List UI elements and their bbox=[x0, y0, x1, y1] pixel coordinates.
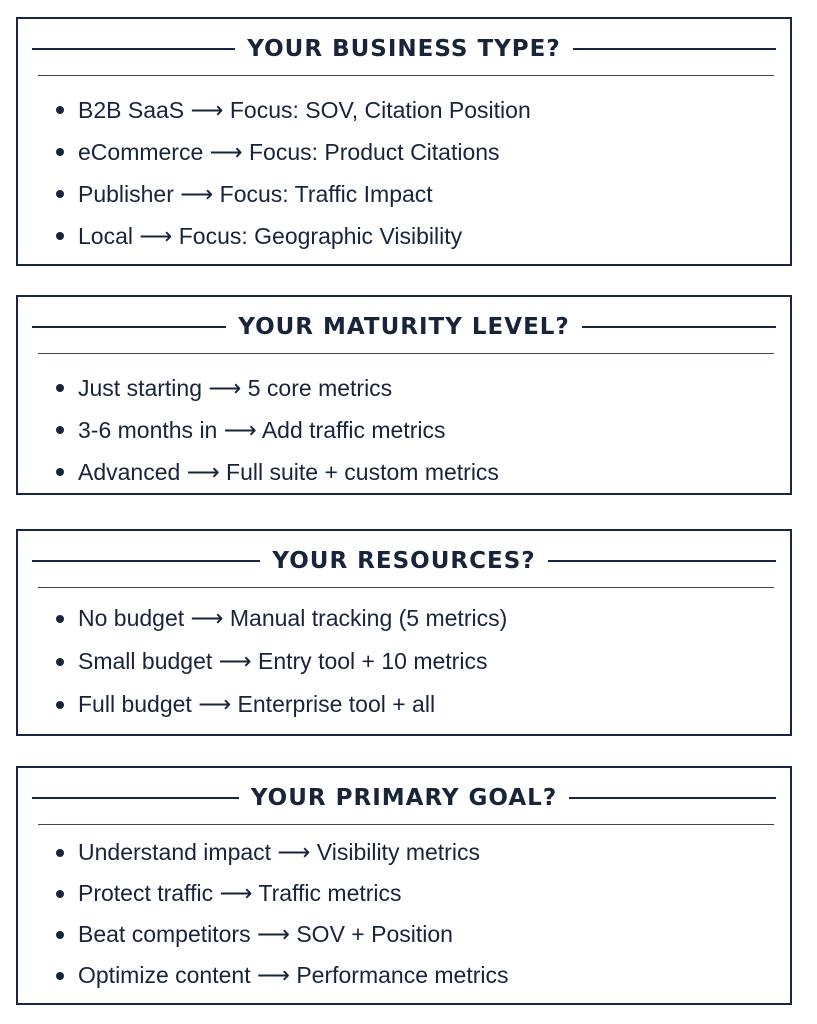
panel-header bbox=[32, 29, 776, 69]
panel-header bbox=[32, 778, 776, 818]
header-underline bbox=[38, 824, 774, 825]
list-item bbox=[56, 89, 770, 131]
bullet-icon bbox=[56, 190, 64, 198]
business-type-panel bbox=[16, 17, 792, 266]
item-text: No budget ⟶ Manual tracking (5 metrics) bbox=[78, 605, 508, 631]
list-item bbox=[56, 873, 770, 914]
bullet-icon bbox=[56, 232, 64, 240]
header-rule-right bbox=[573, 48, 776, 50]
bullet-icon bbox=[56, 384, 64, 392]
item-list bbox=[56, 367, 770, 493]
item-text: Optimize content ⟶ Performance metrics bbox=[78, 962, 509, 988]
list-item bbox=[56, 597, 770, 640]
list-item bbox=[56, 367, 770, 409]
panel-title: YOUR RESOURCES? bbox=[272, 548, 536, 574]
panel-title: YOUR MATURITY LEVEL? bbox=[238, 314, 570, 340]
header-rule-left bbox=[32, 326, 226, 328]
bullet-icon bbox=[56, 148, 64, 156]
list-item bbox=[56, 955, 770, 996]
bullet-icon bbox=[56, 972, 64, 980]
item-text: eCommerce ⟶ Focus: Product Citations bbox=[78, 138, 500, 165]
item-text: Small budget ⟶ Entry tool + 10 metrics bbox=[78, 648, 488, 674]
panel-header bbox=[32, 307, 776, 347]
item-list bbox=[56, 832, 770, 996]
item-text: Just starting ⟶ 5 core metrics bbox=[78, 374, 393, 401]
list-item bbox=[56, 640, 770, 683]
list-item bbox=[56, 683, 770, 726]
item-text: 3-6 months in ⟶ Add traffic metrics bbox=[78, 416, 446, 443]
primary-goal-panel bbox=[16, 766, 792, 1005]
item-text: Full budget ⟶ Enterprise tool + all bbox=[78, 691, 436, 717]
item-text: Understand impact ⟶ Visibility metrics bbox=[78, 839, 480, 865]
header-rule-left bbox=[32, 48, 235, 50]
bullet-icon bbox=[56, 658, 64, 666]
bullet-icon bbox=[56, 890, 64, 898]
item-text: Local ⟶ Focus: Geographic Visibility bbox=[78, 222, 463, 249]
header-underline bbox=[38, 587, 774, 588]
item-text: B2B SaaS ⟶ Focus: SOV, Citation Position bbox=[78, 96, 531, 123]
item-text: Protect traffic ⟶ Traffic metrics bbox=[78, 880, 402, 906]
maturity-level-panel bbox=[16, 295, 792, 495]
item-text: Beat competitors ⟶ SOV + Position bbox=[78, 921, 453, 947]
bullet-icon bbox=[56, 615, 64, 623]
header-rule-left bbox=[32, 797, 239, 799]
bullet-icon bbox=[56, 931, 64, 939]
list-item bbox=[56, 832, 770, 873]
panel-title: YOUR BUSINESS TYPE? bbox=[247, 36, 561, 62]
header-rule-right bbox=[582, 326, 776, 328]
resources-panel bbox=[16, 529, 792, 736]
panel-title: YOUR PRIMARY GOAL? bbox=[250, 785, 558, 811]
header-rule-right bbox=[548, 560, 776, 562]
list-item bbox=[56, 173, 770, 215]
item-text: Advanced ⟶ Full suite + custom metrics bbox=[78, 458, 499, 485]
list-item bbox=[56, 131, 770, 173]
header-rule-right bbox=[569, 797, 776, 799]
header-underline bbox=[38, 75, 774, 76]
item-text: Publisher ⟶ Focus: Traffic Impact bbox=[78, 180, 433, 207]
list-item bbox=[56, 451, 770, 493]
list-item bbox=[56, 409, 770, 451]
bullet-icon bbox=[56, 701, 64, 709]
bullet-icon bbox=[56, 106, 64, 114]
item-list bbox=[56, 597, 770, 726]
item-list bbox=[56, 89, 770, 257]
bullet-icon bbox=[56, 426, 64, 434]
bullet-icon bbox=[56, 468, 64, 476]
list-item bbox=[56, 215, 770, 257]
header-underline bbox=[38, 353, 774, 354]
panel-header bbox=[32, 541, 776, 581]
header-rule-left bbox=[32, 560, 260, 562]
bullet-icon bbox=[56, 849, 64, 857]
list-item bbox=[56, 914, 770, 955]
